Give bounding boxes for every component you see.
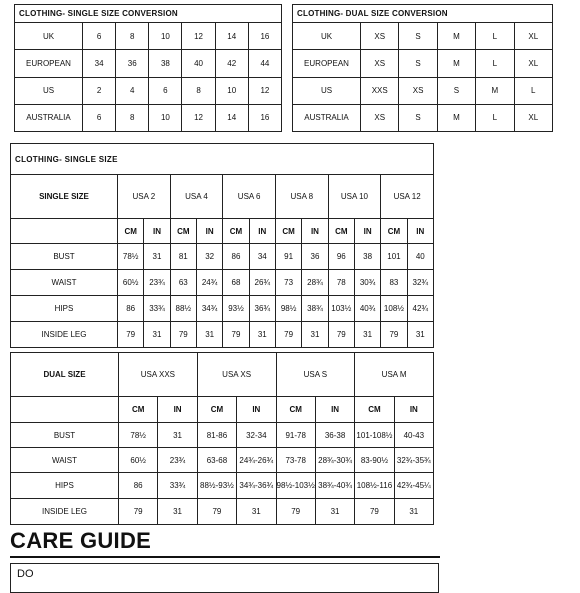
cell: 36 [116,50,149,77]
cell: 79 [119,499,158,525]
cell: 98½ [275,296,301,322]
cell: L [476,23,514,50]
cell: 31 [249,322,275,348]
cell: 34 [249,244,275,270]
table-row [15,23,282,50]
row-label: HIPS [11,296,118,322]
row-label: INSIDE LEG [11,322,118,348]
cell: 36-38 [315,423,354,448]
cell: 31 [237,499,276,525]
cell: 96 [328,244,354,270]
cell: 40 [182,50,215,77]
cell: 79 [276,499,315,525]
unit-header: CM [118,219,144,244]
cell: 26¾ [249,270,275,296]
table-row [11,270,434,296]
cell: 32 [196,244,222,270]
row-label: US [293,77,361,104]
cell: 88½-93½ [197,473,236,499]
unit-header: IN [158,397,197,423]
cell: 28¾-30¾ [315,448,354,473]
cell: 12 [182,23,215,50]
table-row [11,296,434,322]
cell: 79 [170,322,196,348]
row-label: UK [15,23,83,50]
cell: 31 [394,499,433,525]
unit-header: IN [249,219,275,244]
cell: 42¾ [407,296,433,322]
cell: S [399,104,437,131]
cell: 23¾ [144,270,170,296]
dual-size-conversion-table [292,4,553,132]
cell: 40 [407,244,433,270]
unit-header: IN [407,219,433,244]
cell: 16 [248,23,281,50]
cell: 79 [275,322,301,348]
cell: XS [361,104,399,131]
cell: 32¾-35¾ [394,448,433,473]
cell: XXS [361,77,399,104]
single-size-label: SINGLE SIZE [11,175,118,219]
cell: 86 [223,244,249,270]
row-label: UK [293,23,361,50]
cell: 86 [119,473,158,499]
size-header: USA 12 [381,175,434,219]
size-header: USA M [355,353,434,397]
cell: 98½-103½ [276,473,315,499]
unit-header: CM [223,219,249,244]
cell: 108½-116 [355,473,394,499]
cell: 6 [83,104,116,131]
table-row [11,423,434,448]
cell: 79 [118,322,144,348]
cell: 93½ [223,296,249,322]
cell: 33¾ [158,473,197,499]
cell: 36¾ [249,296,275,322]
care-guide-divider [10,556,440,558]
size-header: USA XXS [119,353,198,397]
cell: 31 [354,322,380,348]
row-label: HIPS [11,473,119,499]
size-header: USA 10 [328,175,381,219]
cell: XS [399,77,437,104]
cell: 2 [83,77,116,104]
cell: 63 [170,270,196,296]
cell: 81-86 [197,423,236,448]
row-label: WAIST [11,448,119,473]
size-header: USA S [276,353,355,397]
cell: L [476,50,514,77]
table-row [11,473,434,499]
cell: 73 [275,270,301,296]
cell: 42 [215,50,248,77]
cell: 63-68 [197,448,236,473]
cell: 31 [315,499,354,525]
cell: 103½ [328,296,354,322]
cell: 40-43 [394,423,433,448]
cell: 8 [116,104,149,131]
size-header: USA 6 [223,175,276,219]
cell: 101-108½ [355,423,394,448]
cell: 79 [223,322,249,348]
cell: 79 [328,322,354,348]
cell: XS [361,50,399,77]
unit-header: CM [328,219,354,244]
cell: 60½ [119,448,158,473]
cell: 24¾-26¾ [237,448,276,473]
cell: 8 [182,77,215,104]
row-label: AUSTRALIA [15,104,83,131]
size-header: USA 2 [118,175,171,219]
row-label: BUST [11,244,118,270]
size-header-row [11,353,434,397]
size-header: USA 4 [170,175,223,219]
cell: 16 [248,104,281,131]
unit-header: CM [275,219,301,244]
cell: 12 [182,104,215,131]
single-size-measurement-table [10,143,434,348]
cell: L [514,77,552,104]
cell: 36 [302,244,328,270]
cell: 79 [197,499,236,525]
unit-header: CM [170,219,196,244]
unit-header: IN [354,219,380,244]
size-header: USA XS [197,353,276,397]
cell: 83-90½ [355,448,394,473]
unit-header: IN [302,219,328,244]
table-row [11,322,434,348]
unit-header: CM [355,397,394,423]
cell: 14 [215,23,248,50]
single-conversion-title: CLOTHING- SINGLE SIZE CONVERSION [15,5,282,23]
cell: 108½ [381,296,407,322]
cell: 78½ [118,244,144,270]
cell: 12 [248,77,281,104]
cell: 83 [381,270,407,296]
cell: 91-78 [276,423,315,448]
cell: M [437,23,475,50]
row-label: AUSTRALIA [293,104,361,131]
row-label: EUROPEAN [15,50,83,77]
cell: 14 [215,104,248,131]
cell: L [476,104,514,131]
unit-header-row [11,219,434,244]
size-header-row [11,175,434,219]
table-row [293,104,553,131]
dual-conversion-title: CLOTHING- DUAL SIZE CONVERSION [293,5,553,23]
cell: 68 [223,270,249,296]
cell: 6 [83,23,116,50]
cell: 31 [196,322,222,348]
care-do-label: DO [17,568,34,580]
cell: 73-78 [276,448,315,473]
cell: 91 [275,244,301,270]
table-row [11,448,434,473]
cell: 86 [118,296,144,322]
cell: M [437,104,475,131]
cell: 8 [116,23,149,50]
care-guide-box [10,563,439,593]
unit-header: CM [276,397,315,423]
cell: 10 [149,23,182,50]
cell: 31 [158,499,197,525]
cell: 10 [215,77,248,104]
cell: S [399,50,437,77]
cell: 32-34 [237,423,276,448]
cell: 101 [381,244,407,270]
cell: 28¾ [302,270,328,296]
cell: 34¾ [196,296,222,322]
cell: 38¾ [302,296,328,322]
table-row [15,50,282,77]
cell: 4 [116,77,149,104]
cell: 40¾ [354,296,380,322]
empty-cell [11,219,118,244]
empty-cell [11,397,119,423]
cell: XS [361,23,399,50]
row-label: BUST [11,423,119,448]
row-label: WAIST [11,270,118,296]
cell: 23¾ [158,448,197,473]
unit-header: CM [119,397,158,423]
table-row [293,50,553,77]
cell: M [476,77,514,104]
dual-size-measurement-table [10,352,434,525]
cell: 32¾ [407,270,433,296]
unit-header-row [11,397,434,423]
cell: 44 [248,50,281,77]
cell: 31 [407,322,433,348]
table-row [11,244,434,270]
cell: 78½ [119,423,158,448]
cell: 38 [149,50,182,77]
cell: 34¾-36¾ [237,473,276,499]
row-label: EUROPEAN [293,50,361,77]
unit-header: IN [237,397,276,423]
size-header: USA 8 [275,175,328,219]
cell: 30¾ [354,270,380,296]
cell: 34 [83,50,116,77]
unit-header: IN [394,397,433,423]
unit-header: IN [144,219,170,244]
cell: XL [514,104,552,131]
table-row [15,77,282,104]
cell: 31 [144,244,170,270]
unit-header: CM [197,397,236,423]
single-size-title: CLOTHING- SINGLE SIZE [11,144,434,175]
table-row [293,77,553,104]
cell: 31 [144,322,170,348]
unit-header: CM [381,219,407,244]
cell: 81 [170,244,196,270]
cell: 24¾ [196,270,222,296]
single-size-conversion-table [14,4,282,132]
cell: 6 [149,77,182,104]
cell: 78 [328,270,354,296]
table-row [11,499,434,525]
cell: 10 [149,104,182,131]
care-guide-title: CARE GUIDE [10,528,152,553]
unit-header: IN [196,219,222,244]
cell: 33¾ [144,296,170,322]
row-label: US [15,77,83,104]
cell: 42¾-45¼ [394,473,433,499]
cell: 31 [158,423,197,448]
cell: 31 [302,322,328,348]
cell: 38¾-40¾ [315,473,354,499]
cell: M [437,50,475,77]
dual-size-label: DUAL SIZE [11,353,119,397]
table-row [293,23,553,50]
cell: XL [514,50,552,77]
cell: 60½ [118,270,144,296]
table-row [15,104,282,131]
unit-header: IN [315,397,354,423]
cell: 79 [355,499,394,525]
cell: S [399,23,437,50]
cell: XL [514,23,552,50]
row-label: INSIDE LEG [11,499,119,525]
cell: S [437,77,475,104]
cell: 38 [354,244,380,270]
cell: 88½ [170,296,196,322]
cell: 79 [381,322,407,348]
